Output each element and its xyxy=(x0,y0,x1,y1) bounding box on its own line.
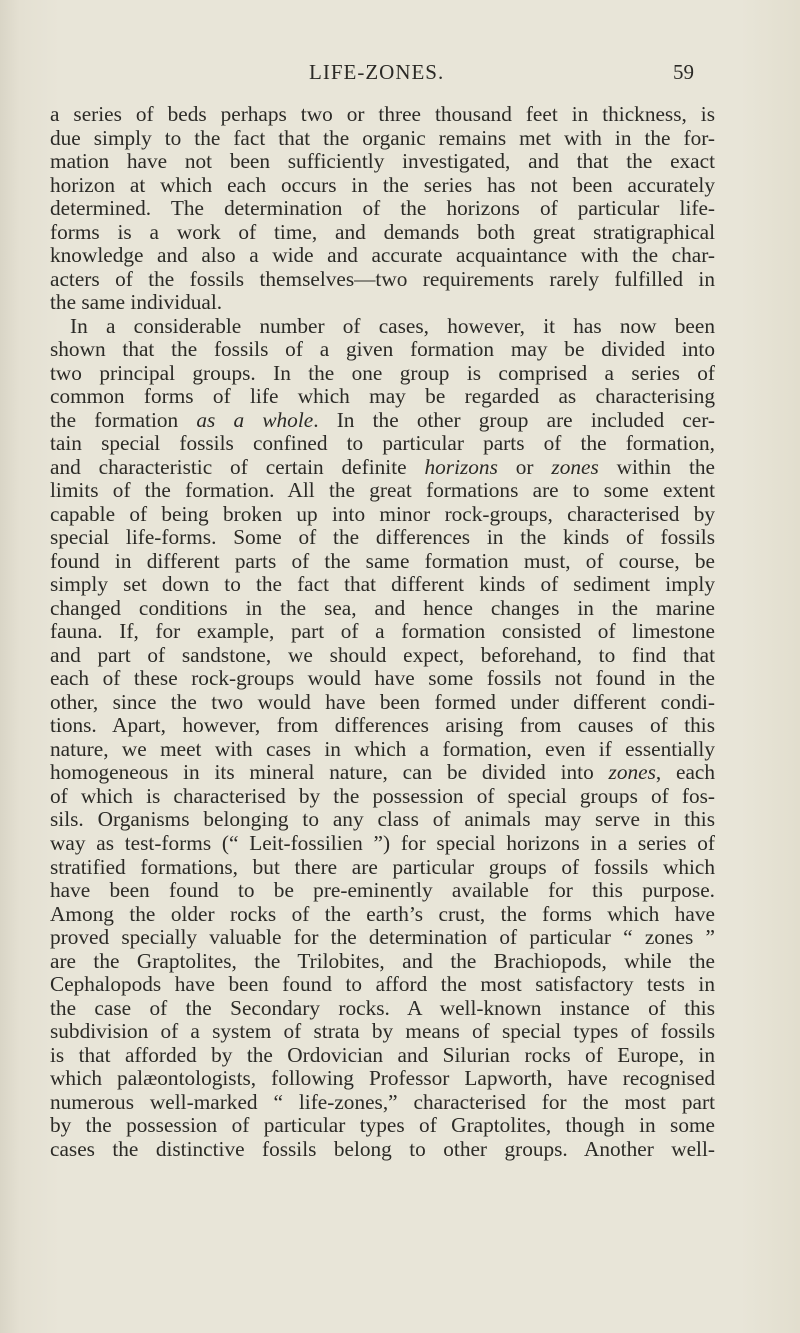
text-line xyxy=(50,973,715,997)
text-line xyxy=(50,1114,715,1138)
text-segment: . In the other group are included cer- xyxy=(313,408,715,432)
running-title: LIFE-ZONES. xyxy=(309,60,445,84)
text-line xyxy=(50,197,715,221)
text-segment: the case of the Secondary rocks. A well-known instance of this xyxy=(50,996,715,1020)
text-segment: subdivision of a system of strata by means of special types of fossils xyxy=(50,1020,715,1044)
text-segment: Among the older rocks of the earth’s crust, the forms which have xyxy=(50,902,715,926)
text-segment: acters of the fossils themselves—two requirements rarely fulfilled in xyxy=(50,267,715,291)
text-line xyxy=(50,1020,715,1044)
text-line xyxy=(50,268,715,292)
running-head xyxy=(0,60,800,90)
text-segment: numerous well-marked “ life-zones,” characterised for the most part xyxy=(50,1090,715,1114)
text-line xyxy=(50,291,715,315)
text-line xyxy=(50,691,715,715)
text-line xyxy=(50,950,715,974)
text-line xyxy=(50,550,715,574)
text-segment: mation have not been sufficiently investigated, and that the exact xyxy=(50,150,715,174)
text-segment: homogeneous in its mineral nature, can be divided into xyxy=(50,761,609,785)
text-segment: the formation xyxy=(50,408,197,432)
text-segment: limits of the formation. All the great formations are to some extent xyxy=(50,479,715,503)
text-segment: and part of sandstone, we should expect, beforehand, to find that xyxy=(50,643,715,667)
text-line xyxy=(50,526,715,550)
italic-text: horizons xyxy=(424,455,498,479)
text-line xyxy=(50,926,715,950)
text-line xyxy=(50,432,715,456)
text-line xyxy=(50,738,715,762)
text-line xyxy=(50,1044,715,1068)
text-segment: due simply to the fact that the organic remains met with in the for- xyxy=(50,126,715,150)
text-segment: other, since the two would have been formed under different condi- xyxy=(50,690,715,714)
text-line xyxy=(50,997,715,1021)
text-line xyxy=(50,597,715,621)
body-text xyxy=(50,103,715,1161)
text-line xyxy=(50,479,715,503)
text-segment: is that afforded by the Ordovician and Silurian rocks of Europe, in xyxy=(50,1043,715,1067)
text-segment: each of these rock-groups would have some fossils not found in the xyxy=(50,667,715,691)
italic-text: zones xyxy=(608,761,656,785)
text-line xyxy=(50,127,715,151)
text-segment: proved specially valuable for the determination of particular “ zones ” xyxy=(50,926,715,950)
text-segment: found in different parts of the same formation must, of course, be xyxy=(50,549,715,573)
text-segment: or xyxy=(497,455,552,479)
text-line xyxy=(50,761,715,785)
text-segment: simply set down to the fact that different kinds of sediment imply xyxy=(50,573,715,597)
text-segment: and characteristic of certain definite xyxy=(50,455,425,479)
text-segment: the same individual. xyxy=(50,291,223,315)
text-line xyxy=(50,456,715,480)
text-line xyxy=(50,1091,715,1115)
text-segment: sils. Organisms belonging to any class of animals may serve in this xyxy=(50,808,715,832)
text-segment: have been found to be pre-eminently available for this purpose. xyxy=(50,879,715,903)
text-line xyxy=(50,1067,715,1091)
text-line xyxy=(50,785,715,809)
text-line xyxy=(50,644,715,668)
text-segment: within the xyxy=(598,455,715,479)
text-segment: capable of being broken up into minor rock-groups, characterised by xyxy=(50,502,715,526)
text-segment: common forms of life which may be regarded as characterising xyxy=(50,385,715,409)
text-segment: cases the distinctive fossils belong to other groups. Another well- xyxy=(50,1137,715,1161)
text-segment: tions. Apart, however, from differences arising from causes of this xyxy=(50,714,715,738)
text-segment: changed conditions in the sea, and hence changes in the marine xyxy=(50,596,715,620)
text-line xyxy=(50,315,715,339)
text-line xyxy=(50,667,715,691)
text-segment: of which is characterised by the possession of special groups of fos- xyxy=(50,784,715,808)
text-segment: horizon at which each occurs in the series has not been accurately xyxy=(50,173,715,197)
text-segment: which palæontologists, following Professor Lapworth, have recognised xyxy=(50,1067,715,1091)
text-line xyxy=(50,385,715,409)
text-segment: two principal groups. In the one group is comprised a series of xyxy=(50,361,715,385)
text-line xyxy=(50,503,715,527)
text-segment: special life-forms. Some of the differences in the kinds of fossils xyxy=(50,526,715,550)
text-line xyxy=(50,879,715,903)
text-line xyxy=(50,362,715,386)
text-line xyxy=(50,409,715,433)
text-line xyxy=(50,620,715,644)
text-segment: Cephalopods have been found to afford the most satisfactory tests in xyxy=(50,973,715,997)
text-segment: In a considerable number of cases, however, it has now been xyxy=(70,314,715,338)
text-line xyxy=(50,174,715,198)
text-segment: way as test-forms (“ Leit-fossilien ”) for special horizons in a series of xyxy=(50,831,715,855)
text-line xyxy=(50,244,715,268)
text-line xyxy=(50,714,715,738)
text-segment: forms is a work of time, and demands both great stratigraphical xyxy=(50,220,715,244)
text-line xyxy=(50,856,715,880)
text-line xyxy=(50,150,715,174)
text-line xyxy=(50,338,715,362)
text-line xyxy=(50,808,715,832)
text-line xyxy=(50,1138,715,1162)
text-line xyxy=(50,903,715,927)
text-segment: a series of beds perhaps two or three thousand feet in thickness, is xyxy=(50,103,715,126)
text-line xyxy=(50,221,715,245)
text-segment: knowledge and also a wide and accurate acquaintance with the char- xyxy=(50,244,715,268)
text-segment: fauna. If, for example, part of a formation consisted of limestone xyxy=(50,620,715,644)
italic-text: zones xyxy=(551,455,599,479)
text-segment: by the possession of particular types of Graptolites, though in some xyxy=(50,1114,715,1138)
page-number: 59 xyxy=(673,60,694,84)
text-line xyxy=(50,103,715,127)
text-segment: nature, we meet with cases in which a formation, even if essentially xyxy=(50,737,715,761)
text-line xyxy=(50,573,715,597)
text-segment: tain special fossils confined to particular parts of the formation, xyxy=(50,432,715,456)
italic-text: as a whole xyxy=(196,408,314,432)
text-segment: , each xyxy=(655,761,715,785)
text-segment: are the Graptolites, the Trilobites, and the Brachiopods, while the xyxy=(50,949,715,973)
text-segment: determined. The determination of the horizons of particular life- xyxy=(50,197,715,221)
text-segment: stratified formations, but there are particular groups of fossils which xyxy=(50,855,715,879)
text-line xyxy=(50,832,715,856)
text-segment: shown that the fossils of a given formation may be divided into xyxy=(50,338,715,362)
